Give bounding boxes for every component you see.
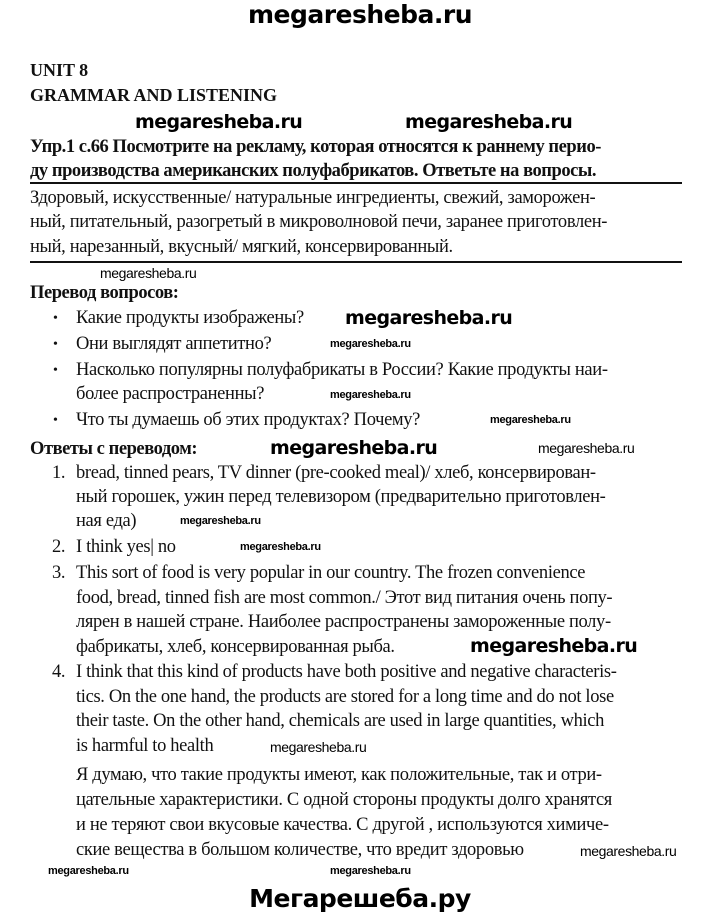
answer-number: 4. [52, 662, 66, 682]
divider [30, 261, 682, 263]
answer-number: 2. [52, 537, 66, 557]
answer-number: 1. [52, 463, 66, 483]
watermark: megaresheba.ru [135, 111, 303, 133]
watermark: megaresheba.ru [48, 865, 129, 877]
answer-line: food, bread, tinned fish are most common./ Этот вид питания очень попу- [76, 588, 613, 608]
task-text: ду производства американских полуфабрикатов. Ответьте на вопросы. [30, 161, 597, 181]
answer-line: This sort of food is very popular in our country. The frozen convenience [76, 563, 586, 583]
answer-line: ный горошек, ужин перед телевизором (предварительно приготовлен- [76, 487, 606, 507]
watermark: megaresheba.ru [490, 414, 571, 426]
question: Что ты думаешь об этих продуктах? Почему? [76, 410, 421, 430]
section-title: GRAMMAR AND LISTENING [30, 85, 278, 105]
bullet-icon: • [53, 363, 58, 378]
vocab-line: ный, нарезанный, вкусный/ мягкий, консервированный. [30, 237, 453, 257]
watermark: megaresheba.ru [240, 541, 321, 553]
watermark: megaresheba.ru [405, 111, 573, 133]
unit-title: UNIT 8 [30, 60, 89, 80]
watermark: megaresheba.ru [345, 307, 513, 329]
answer-line: I think yes| no [76, 537, 176, 557]
answer-line: и не теряют свои вкусовые качества. С другой , используются химиче- [76, 815, 609, 835]
vocab-line: Здоровый, искусственные/ натуральные ингредиенты, свежий, заморожен- [30, 188, 596, 208]
bullet-icon: • [53, 413, 58, 428]
answer-line: лярен в нашей стране. Наиболее распространены замороженные полу- [76, 612, 611, 632]
watermark: megaresheba.ru [538, 440, 635, 456]
answer-line: ские вещества в большом количестве, что вредит здоровью [76, 840, 524, 860]
watermark: megaresheba.ru [580, 843, 677, 859]
answer-line: Я думаю, что такие продукты имеют, как положительные, так и отри- [76, 765, 602, 785]
watermark: megaresheba.ru [180, 515, 261, 527]
questions-heading: Перевод вопросов: [30, 283, 179, 303]
watermark: megaresheba.ru [330, 865, 411, 877]
watermark: megaresheba.ru [470, 635, 638, 657]
bullet-icon: • [53, 311, 58, 326]
answer-line: is harmful to health [76, 736, 214, 756]
question: Насколько популярны полуфабрикаты в России? Какие продукты наи- [76, 360, 608, 380]
question: Они выглядят аппетитно? [76, 334, 272, 354]
answer-line: цательные характеристики. С одной стороны продукты долго хранятся [76, 790, 612, 810]
watermark: megaresheba.ru [330, 389, 411, 401]
task-text: Упр.1 с.66 Посмотрите на рекламу, которая относятся к раннему перио- [30, 137, 601, 157]
vocab-line: ный, питательный, разогретый в микроволновой печи, заранее приготовлен- [30, 212, 608, 232]
answer-line: ная еда) [76, 511, 137, 531]
answer-number: 3. [52, 563, 66, 583]
answer-line: bread, tinned pears, TV dinner (pre-cooked meal)/ хлеб, консервирован- [76, 463, 596, 483]
question: Какие продукты изображены? [76, 308, 304, 328]
answer-line: tics. On the one hand, the products are stored for a long time and do not lose [76, 687, 614, 707]
bullet-icon: • [53, 337, 58, 352]
answer-line: I think that this kind of products have both positive and negative characteris- [76, 662, 617, 682]
site-header: megaresheba.ru [247, 0, 473, 29]
answer-line: their taste. On the other hand, chemicals are used in large quantities, which [76, 711, 605, 731]
watermark: megaresheba.ru [100, 265, 197, 281]
divider [30, 182, 682, 184]
question: более распространенны? [76, 384, 265, 404]
watermark: megaresheba.ru [270, 437, 438, 459]
watermark: megaresheba.ru [270, 739, 367, 755]
answer-line: фабрикаты, хлеб, консервированная рыба. [76, 637, 395, 657]
site-footer: Мегарешеба.ру [249, 884, 471, 913]
watermark: megaresheba.ru [330, 338, 411, 350]
answers-heading: Ответы с переводом: [30, 439, 198, 459]
